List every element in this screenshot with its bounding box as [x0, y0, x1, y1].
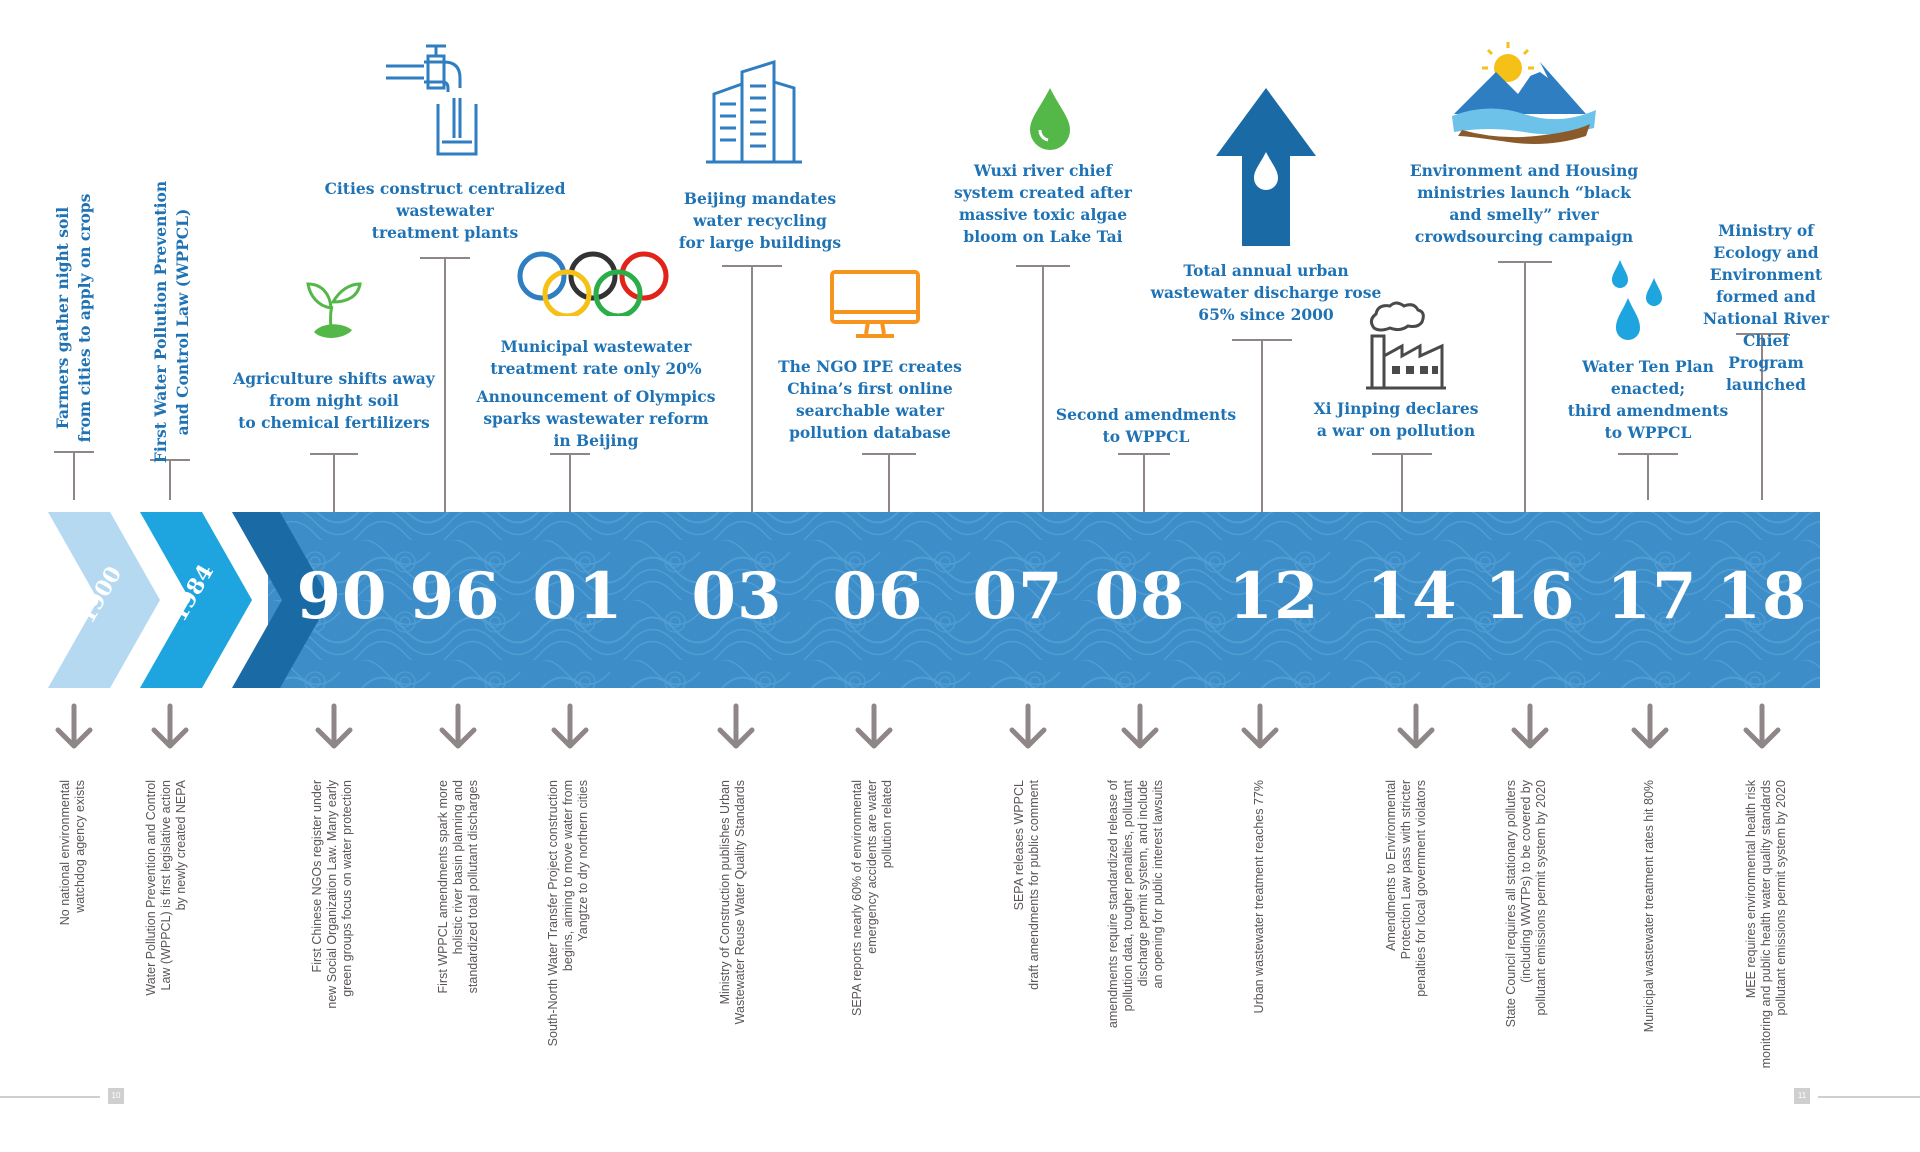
- note-16: State Council requires all stationary polluters (including WWTPs) to be covered by pollutant emissions permit system by 2020: [1504, 780, 1548, 1028]
- water-drop-icon: [1026, 86, 1074, 152]
- arrow-down-icon: [154, 706, 186, 746]
- arrow-down-icon: [1244, 706, 1276, 746]
- year-01: 01: [532, 559, 624, 634]
- note-03: Ministry of Construction publishes Urban Wastewater Reuse Water Quality Standards: [718, 780, 747, 1025]
- event-06: The NGO IPE creates China’s first online searchable water pollution database: [778, 357, 962, 442]
- faucet-icon: [384, 42, 496, 164]
- event-07: Wuxi river chief system created after massive toxic algae bloom on Lake Tai: [954, 161, 1132, 246]
- note-90: First Chinese NGOs register under new Social Organization Law. Many early green groups focus on water protection: [310, 780, 354, 1009]
- event-03: Beijing mandates water recycling for large buildings: [678, 189, 842, 252]
- year-1900: 1900: [74, 561, 128, 629]
- year-18: 18: [1716, 559, 1808, 634]
- arrow-down-icon: [554, 706, 586, 746]
- event-96: Cities construct centralized wastewater treatment plants: [324, 179, 566, 242]
- event-12: Total annual urban wastewater discharge rose 65% since 2000: [1150, 261, 1382, 324]
- arrow-down-icon: [1514, 706, 1546, 746]
- note-96: First WPPCL amendments spark more holistic river basin planning and standardized total pollutant discharges: [436, 780, 480, 994]
- year-12: 12: [1228, 559, 1320, 634]
- arrow-down-icon: [1124, 706, 1156, 746]
- event-01b: Announcement of Olympics sparks wastewater reform in Beijing: [476, 387, 716, 450]
- year-96: 96: [409, 559, 501, 634]
- event-1900: Farmers gather night soil from cities to apply on crops: [53, 193, 94, 443]
- arrow-down-icon: [720, 706, 752, 746]
- note-01: South-North Water Transfer Project construction begins, aiming to move water from Yangtze to dry northern cities: [546, 780, 590, 1047]
- arrow-down-icon: [858, 706, 890, 746]
- note-17: Municipal wastewater treatment rates hit 80%: [1642, 780, 1656, 1033]
- event-18: Ministry of Ecology and Environment formed and National River Chief Program launched: [1703, 221, 1829, 394]
- year-17: 17: [1606, 559, 1698, 634]
- year-08: 08: [1094, 559, 1186, 634]
- event-17: Water Ten Plan enacted; third amendments to WPPCL: [1567, 357, 1729, 442]
- arrow-down-icon: [58, 706, 90, 746]
- event-01a: Municipal wastewater treatment rate only 20%: [490, 337, 702, 378]
- note-07: SEPA releases WPPCL draft amendments for public comment: [1012, 780, 1041, 990]
- year-06: 06: [832, 559, 924, 634]
- year-90: 90: [296, 559, 388, 634]
- sprout-icon: [300, 268, 364, 346]
- event-08: Second amendments to WPPCL: [1055, 405, 1237, 446]
- note-14: Amendments to Environmental Protection Law pass with stricter penalties for local government violators: [1384, 780, 1428, 997]
- note-08: amendments require standardized release of pollution data, tougher penalties, pollutant discharge permit system, and include an opening for public interest lawsuits: [1106, 780, 1165, 1029]
- note-1984: Water Pollution Prevention and Control Law (WPPCL) is first legislative action by newly created NEPA: [144, 780, 188, 996]
- event-14: Xi Jinping declares a war on pollution: [1313, 399, 1479, 440]
- page-number-left: 10: [108, 1088, 124, 1104]
- arrow-down-icon: [1634, 706, 1666, 746]
- arrow-down-icon: [1400, 706, 1432, 746]
- rain-drops-icon: [1600, 258, 1670, 346]
- olympic-rings-icon: [510, 250, 676, 316]
- mountain-landscape-icon: [1448, 36, 1598, 144]
- note-12: Urban wastewater treatment reaches 77%: [1252, 780, 1266, 1014]
- arrow-down-icon: [442, 706, 474, 746]
- note-06: SEPA reports nearly 60% of environmental emergency accidents are water pollution related: [850, 780, 894, 1017]
- up-arrow-drop-icon: [1214, 86, 1318, 248]
- year-14: 14: [1366, 559, 1458, 634]
- year-07: 07: [972, 559, 1064, 634]
- arrow-down-icon: [1012, 706, 1044, 746]
- arrow-down-icon: [1746, 706, 1778, 746]
- arrow-down-icon: [318, 706, 350, 746]
- year-03: 03: [691, 559, 783, 634]
- event-90: Agriculture shifts away from night soil to chemical fertilizers: [233, 369, 435, 432]
- year-1984: 1984: [166, 559, 220, 627]
- buildings-icon: [706, 58, 802, 166]
- event-16: Environment and Housing ministries launch “black and smelly” river crowdsourcing campaign: [1409, 161, 1639, 246]
- page-number-right: 11: [1794, 1088, 1810, 1104]
- year-16: 16: [1484, 559, 1576, 634]
- monitor-icon: [828, 268, 922, 340]
- event-1984: First Water Pollution Prevention and Control Law (WPPCL): [151, 180, 192, 464]
- note-1900: No national environmental watchdog agency exists: [58, 780, 87, 926]
- note-18: MEE requires environmental health risk monitoring and public health water quality standards pollutant emissions permit system by 2020: [1744, 780, 1788, 1069]
